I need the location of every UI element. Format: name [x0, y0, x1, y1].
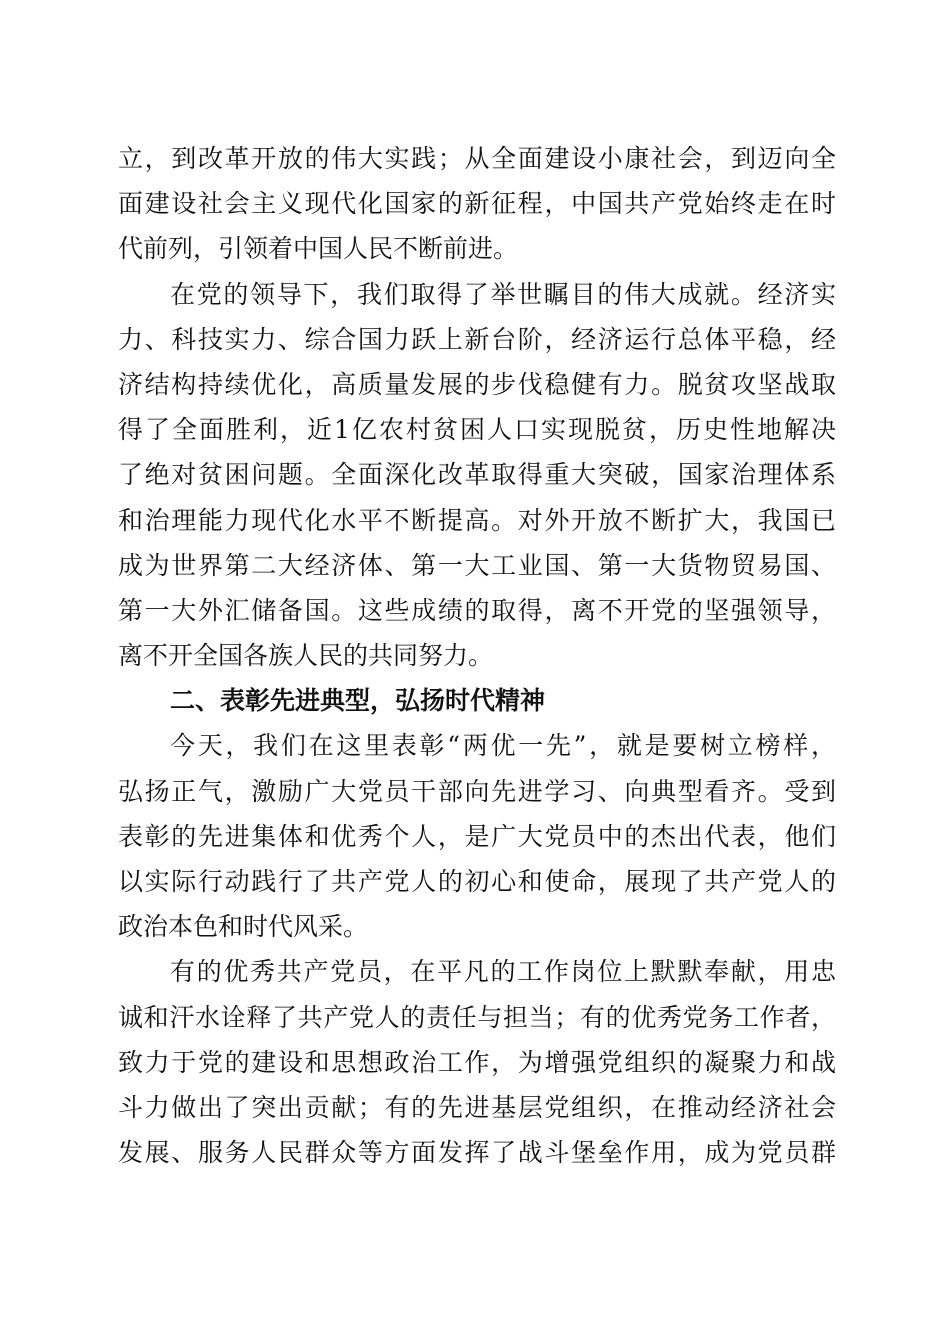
p3-line-3: 表彰的先进集体和优秀个人，是广大党员中的杰出代表，他们 [118, 821, 836, 851]
p2-line-9: 离不开全国各族人民的共同努力。 [118, 641, 494, 671]
document-body [118, 136, 836, 1175]
p2-line-8: 第一大外汇储备国。这些成绩的取得，离不开党的坚强领导， [118, 595, 836, 625]
p2-line-2: 力、科技实力、综合国力跃上新台阶，经济运行总体平稳，经 [118, 324, 836, 354]
p2-line-6: 和治理能力现代化水平不断提高。对外开放不断扩大，我国已 [118, 505, 836, 535]
p3-line-2: 弘扬正气，激励广大党员干部向先进学习、向典型看齐。受到 [118, 776, 836, 806]
p3-line-1: 今天，我们在这里表彰“两优一先”，就是要树立榜样， [170, 731, 836, 761]
p1-line-3: 代前列，引领着中国人民不断前进。 [118, 234, 519, 264]
p2-line-5: 了绝对贫困问题。全面深化改革取得重大突破，国家治理体系 [118, 460, 836, 490]
p3-line-5: 政治本色和时代风采。 [118, 912, 369, 942]
p3-line-4: 以实际行动践行了共产党人的初心和使命，展现了共产党人的 [118, 867, 836, 896]
p1-line-2: 面建设社会主义现代化国家的新征程，中国共产党始终走在时 [118, 189, 836, 219]
p1-line-1: 立，到改革开放的伟大实践；从全面建设小康社会，到迈向全 [118, 144, 836, 173]
p4-line-1: 有的优秀共产党员，在平凡的工作岗位上默默奉献，用忠 [170, 957, 836, 987]
p4-line-5: 发展、服务人民群众等方面发挥了战斗堡垒作用，成为党员群 [118, 1138, 836, 1168]
p2-line-1: 在党的领导下，我们取得了举世瞩目的伟大成就。经济实 [170, 279, 836, 309]
p2-line-3: 济结构持续优化，高质量发展的步伐稳健有力。脱贫攻坚战取 [118, 369, 836, 399]
p4-line-3: 致力于党的建设和思想政治工作，为增强党组织的凝聚力和战 [118, 1047, 836, 1077]
section-heading: 二、表彰先进典型，弘扬时代精神 [170, 686, 546, 716]
p2-line-7: 成为世界第二大经济体、第一大工业国、第一大货物贸易国、 [118, 550, 836, 580]
p2-line-4: 得了全面胜利，近1亿农村贫困人口实现脱贫，历史性地解决 [118, 415, 836, 445]
p4-line-2: 诚和汗水诠释了共产党人的责任与担当；有的优秀党务工作者， [118, 1002, 836, 1032]
p4-line-4: 斗力做出了突出贡献；有的先进基层党组织，在推动经济社会 [118, 1092, 836, 1122]
